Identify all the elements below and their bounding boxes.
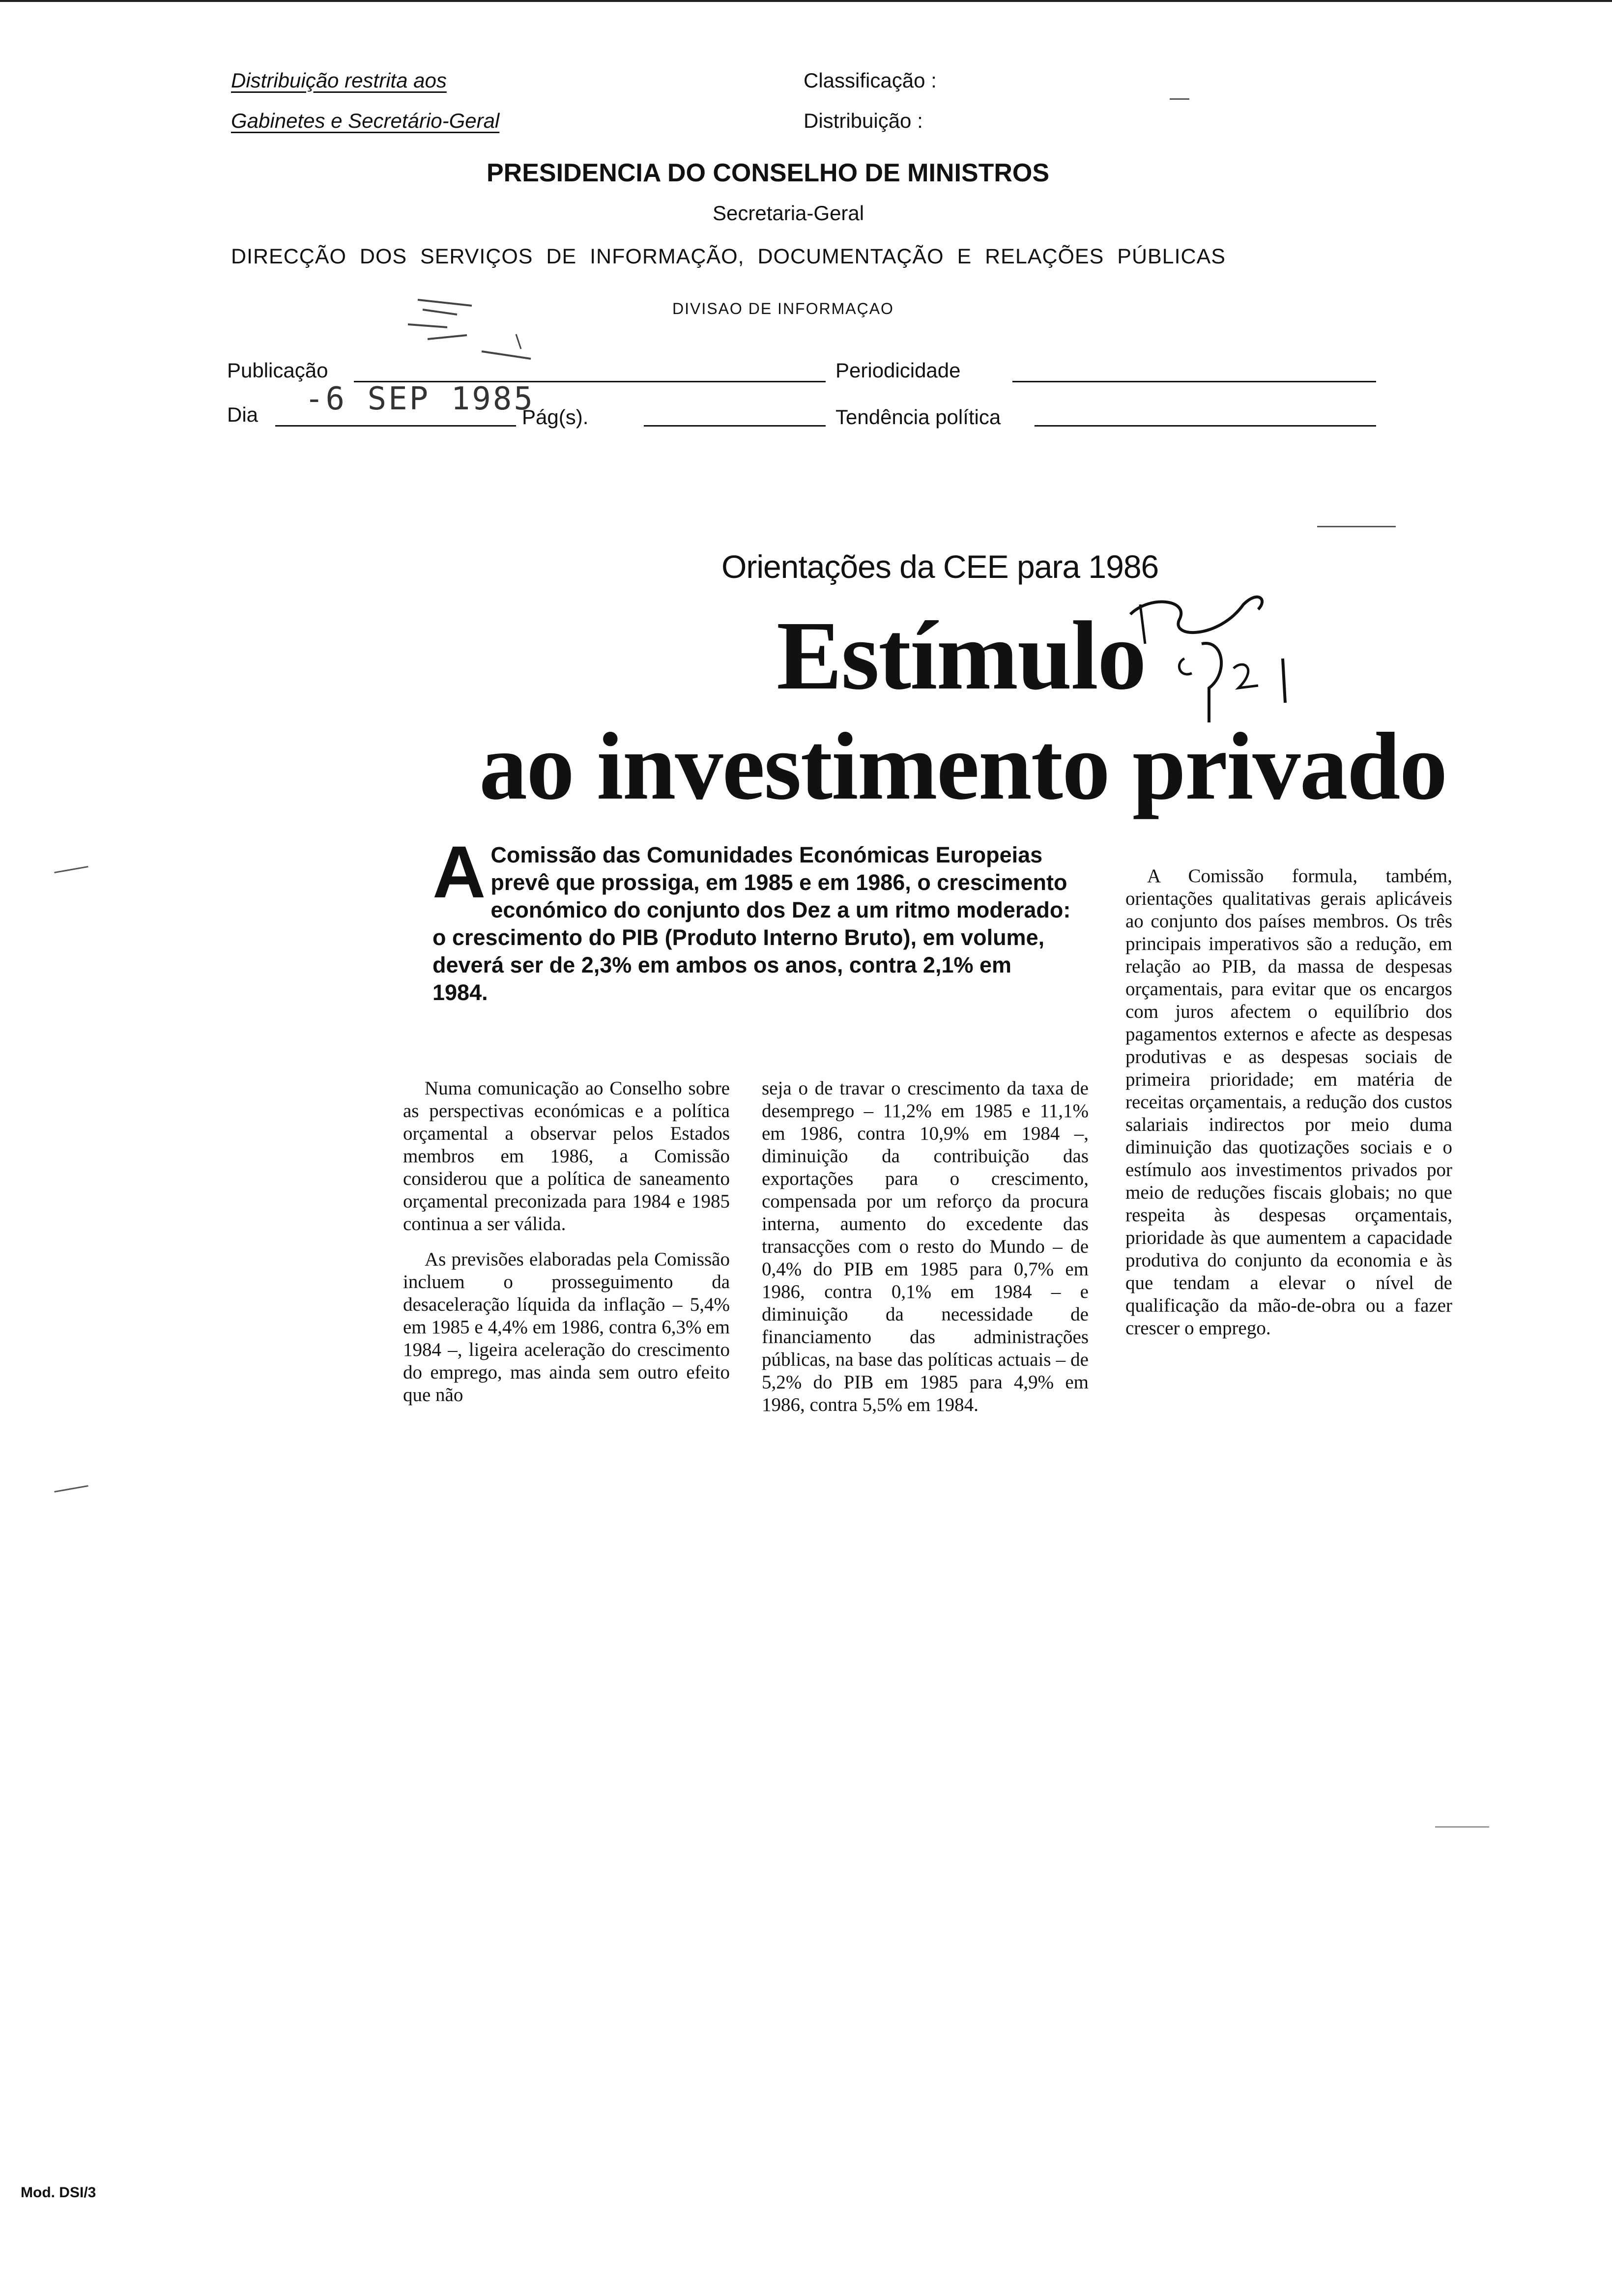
- article-column-3: [1125, 865, 1452, 1352]
- handwritten-annotation: [1111, 585, 1317, 727]
- divisao-label: DIVISAO DE INFORMAÇAO: [672, 300, 894, 317]
- classificacao-label: Classificação :: [804, 69, 937, 92]
- date-stamp: -6 SEP 1985: [305, 381, 535, 417]
- lead-paragraph: [432, 831, 1071, 1006]
- pags-field: [644, 425, 826, 427]
- restricted-distribution-line2: Gabinetes e Secretário-Geral: [231, 109, 500, 132]
- dia-field: [275, 425, 516, 427]
- column1-paragraph1: Numa comunicação ao Conselho sobre as perspectivas económicas e a política orçamental a observar pelos Estados membros em 1986, a Comissão considerou que a política de saneamento orçamental preconizada para 1984 e 1985 continua a ser válida.: [403, 1078, 730, 1234]
- headline-line1: Estímulo: [777, 602, 1146, 710]
- headline-line2: ao investimento privado: [479, 713, 1447, 820]
- form-code: Mod. DSI/3: [21, 2184, 96, 2201]
- top-edge-rule: [0, 0, 1612, 2]
- restricted-distribution-line1: Distribuição restrita aos: [231, 69, 447, 92]
- column2-paragraph1: seja o de travar o crescimento da taxa de desemprego – 11,2% em 1985 e 11,1% em 1986, contra 10,9% em 1984 –, diminuição da contribuição das exportações para o crescimento, compensada por um reforço da procura interna, aumento do excedente das transacções com o resto do Mundo – de 0,4% do PIB em 1985 para 0,7% em 1986, contra 0,1% em 1984 – e diminuição da necessidade de financiamento das administrações públicas, na base das políticas actuais – de 5,2% do PIB em 1985 para 4,9% em 1986, contra 5,5% em 1984.: [762, 1078, 1089, 1415]
- tendencia-label: Tendência política: [835, 405, 1001, 429]
- page-subtitle: Secretaria-Geral: [713, 201, 864, 225]
- periodicidade-label: Periodicidade: [835, 359, 961, 382]
- publicacao-label: Publicação: [227, 359, 328, 382]
- lead-dropcap: A: [432, 831, 486, 913]
- pags-label: Pág(s).: [522, 405, 589, 429]
- scan-mark: [1435, 1826, 1489, 1828]
- article-kicker: Orientações da CEE para 1986: [721, 548, 1159, 585]
- scan-mark: [1317, 526, 1396, 527]
- emblem-mark: [388, 280, 536, 364]
- scan-mark: [54, 1485, 88, 1492]
- article-column-1: [403, 1077, 730, 1419]
- distribuicao-label: Distribuição :: [804, 109, 923, 132]
- dia-label: Dia: [227, 403, 259, 426]
- article-column-2: [762, 1077, 1089, 1429]
- periodicidade-field: [1012, 381, 1376, 382]
- column3-paragraph1: A Comissão formula, também, orientações qualitativas gerais aplicáveis ao conjunto dos países membros. Os três principais imperativos são a redução, em relação ao PIB, da massa de despesas orçamentais, para evitar que os encargos com juros afectem o equilíbrio dos pagamentos externos e afecte as despesas produtivas e as despesas sociais de primeira prioridade; em matéria de receitas orçamentais, a redução dos custos salariais indirectos por meio duma diminuição das quotizações sociais e o estímulo aos investimentos privados por meio de reduções fiscais globais; no que respeita às despesas orçamentais, prioridade às que aumentem a capacidade produtiva do conjunto da economia e às que tendam a elevar o nível de qualificação da mão-de-obra ou a fazer crescer o emprego.: [1125, 865, 1452, 1339]
- lead-text: Comissão das Comunidades Económicas Europeias prevê que prossiga, em 1985 e em 1986, o crescimento económico do conjunto dos Dez a um ritmo moderado: o crescimento do PIB (Produto Interno Bruto), em volume, deverá ser de 2,3% em ambos os anos, contra 2,1% em 1984.: [432, 842, 1071, 1005]
- page-title: PRESIDENCIA DO CONSELHO DE MINISTROS: [487, 159, 1050, 187]
- column1-paragraph2: As previsões elaboradas pela Comissão incluem o prosseguimento da desaceleração líquida da inflação – 5,4% em 1985 e 4,4% em 1986, contra 6,3% em 1984 –, ligeira aceleração do crescimento do emprego, mas ainda sem outro efeito que não: [403, 1249, 730, 1406]
- scan-mark: [54, 866, 88, 873]
- tendencia-field: [1035, 425, 1376, 427]
- direccao-line: DIRECÇÃO DOS SERVIÇOS DE INFORMAÇÃO, DOCUMENTAÇÃO E RELAÇÕES PÚBLICAS: [231, 245, 1226, 268]
- scan-mark: [1170, 98, 1189, 100]
